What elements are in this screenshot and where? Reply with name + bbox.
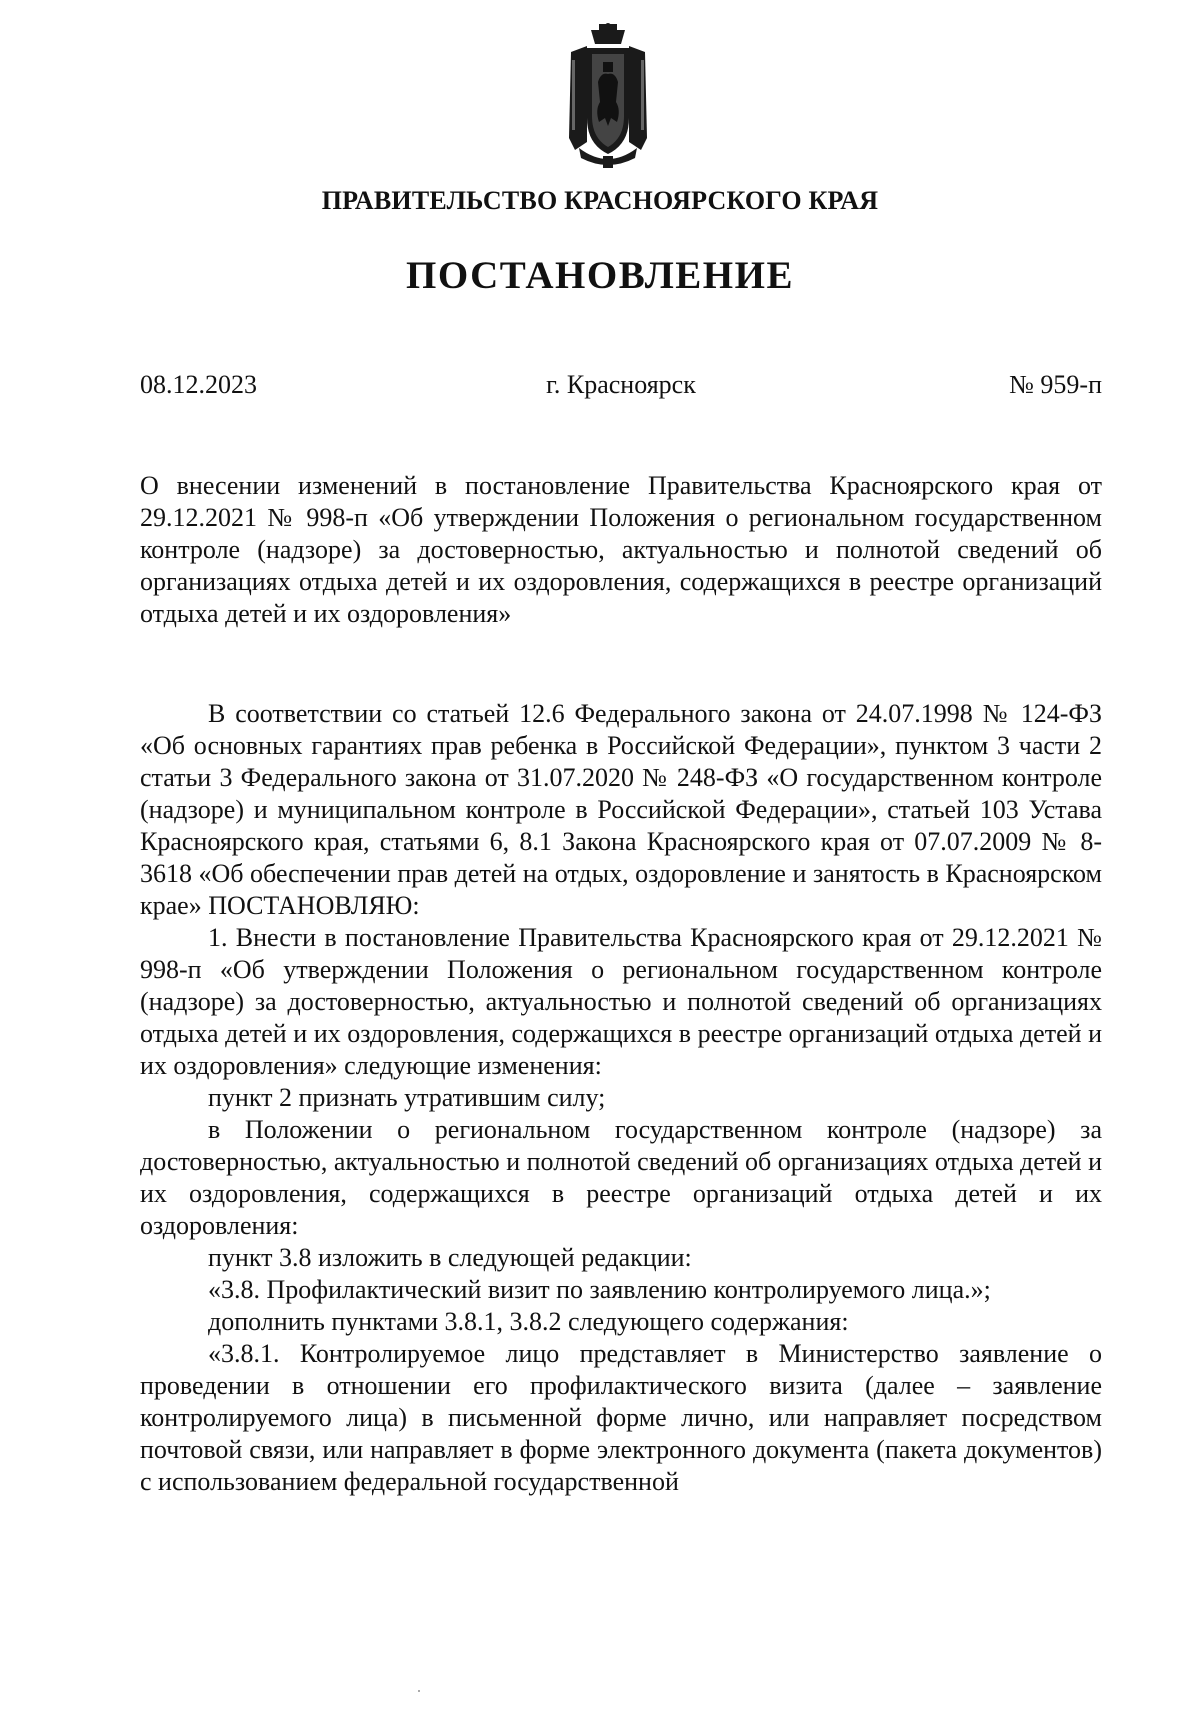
document-number: № 959-п: [1009, 370, 1102, 399]
document-city: г. Красноярск: [546, 370, 696, 399]
body-paragraph: в Положении о региональном государственном контроле (надзоре) за достоверностью, актуальностью и полнотой сведений об организациях отдыха детей и их оздоровления, содержащихся в реестре организаций отдыха детей и их оздоровления:: [140, 1115, 1102, 1240]
document-body: [140, 698, 1102, 1498]
body-paragraph: «3.8. Профилактический визит по заявлению контролируемого лица.»;: [208, 1275, 991, 1304]
body-paragraph: В соответствии со статьей 12.6 Федерального закона от 24.07.1998 № 124-ФЗ «Об основных гарантиях прав ребенка в Российской Федерации», пунктом 3 части 2 статьи 3 Федерального закона от 31.07.2020 № 248-ФЗ «О государственном контроле (надзоре) и муниципальном контроле в Российской Федерации», статьей 103 Устава Красноярского края, статьями 6, 8.1 Закона Красноярского края от 07.07.2009 № 8-3618 «Об обеспечении прав детей на отдых, оздоровление и занятость в Красноярском крае» ПОСТАНОВЛЯЮ:: [140, 699, 1102, 920]
organization-title: ПРАВИТЕЛЬСТВО КРАСНОЯРСКОГО КРАЯ: [321, 186, 879, 215]
document-type-heading: ПОСТАНОВЛЕНИЕ: [405, 254, 794, 297]
document-meta-row: [140, 370, 1102, 404]
body-paragraph: дополнить пунктами 3.8.1, 3.8.2 следующего содержания:: [208, 1307, 849, 1336]
body-paragraph: 1. Внести в постановление Правительства Красноярского края от 29.12.2021 № 998-п «Об утверждении Положения о региональном государственном контроле (надзоре) за достоверностью, актуальностью и полнотой сведений об организациях отдыха детей и их оздоровления, содержащихся в реестре организаций отдыха детей и их оздоровления» следующие изменения:: [140, 923, 1102, 1080]
scan-artifact-dot: [418, 1690, 420, 1692]
coat-of-arms-icon: [565, 22, 651, 170]
body-paragraph: «3.8.1. Контролируемое лицо представляет в Министерство заявление о проведении в отношении его профилактического визита (далее – заявление контролируемого лица) в письменной форме лично, или направляет посредством почтовой связи, или направляет в форме электронного документа (пакета документов) с использованием федеральной государственной: [140, 1339, 1102, 1496]
body-paragraph: пункт 3.8 изложить в следующей редакции:: [208, 1243, 692, 1272]
body-paragraph: пункт 2 признать утратившим силу;: [208, 1083, 606, 1112]
document-subject-title: О внесении изменений в постановление Правительства Красноярского края от 29.12.2021 № 998-п «Об утверждении Положения о региональном государственном контроле (надзоре) за достоверностью, актуальностью и полнотой сведений об организациях отдыха детей и их оздоровления, содержащихся в реестре организаций отдыха детей и их оздоровления»: [140, 471, 1102, 628]
document-date: 08.12.2023: [140, 370, 257, 399]
